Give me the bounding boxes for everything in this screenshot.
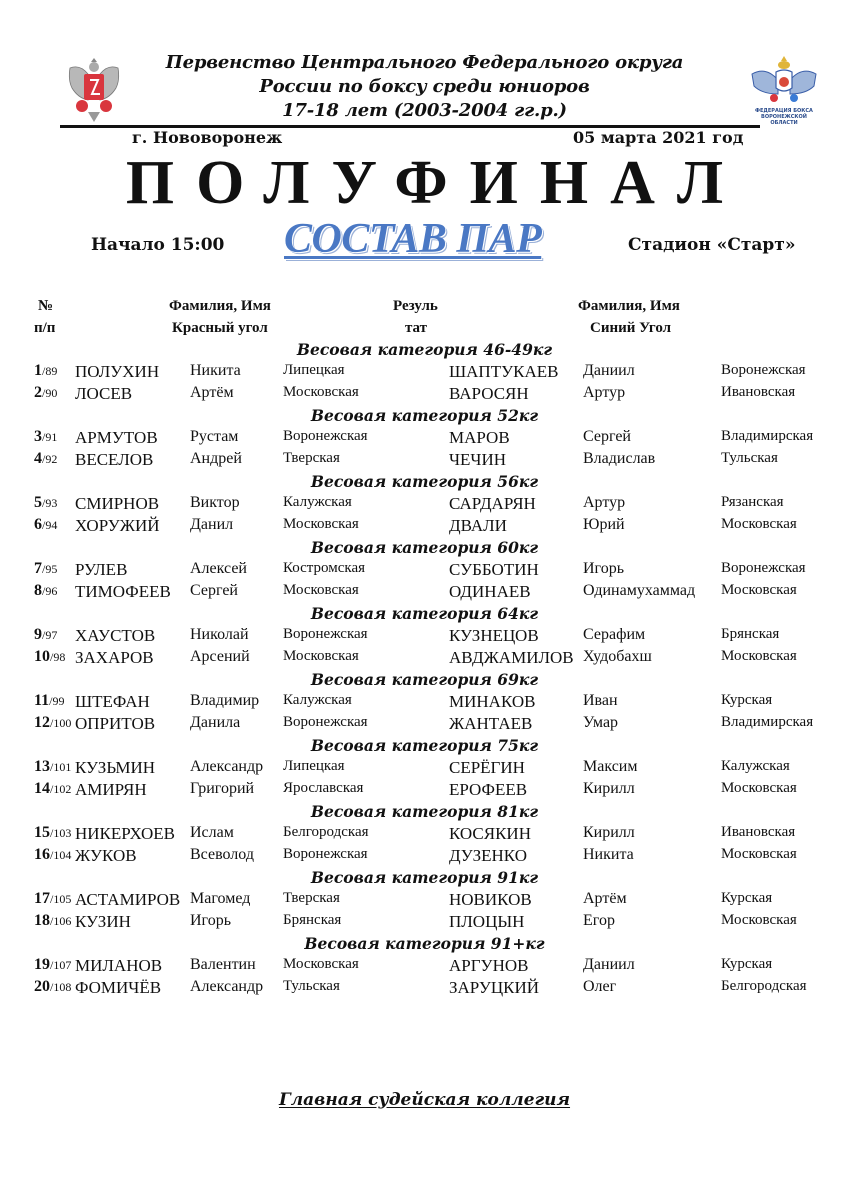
pair-number: 12 — [34, 714, 50, 731]
bout-id: /99 — [49, 694, 65, 708]
col-header-num-sub: п/п — [34, 320, 56, 336]
blue-surname: ЗАРУЦКИЙ — [449, 978, 540, 997]
red-name: Виктор — [190, 494, 240, 511]
red-name: Магомед — [190, 890, 251, 907]
blue-surname: КОСЯКИН — [449, 824, 531, 843]
bout-row — [0, 846, 849, 868]
blue-surname: ОДИНАЕВ — [449, 582, 531, 601]
blue-region: Московская — [721, 648, 797, 664]
bout-row — [0, 692, 849, 714]
bout-id: /98 — [50, 650, 66, 664]
blue-surname: СЕРЁГИН — [449, 758, 525, 777]
blue-surname: НОВИКОВ — [449, 890, 532, 909]
blue-region: Ивановская — [721, 824, 796, 840]
bout-number — [34, 890, 71, 908]
bout-row — [0, 780, 849, 802]
blue-name: Артур — [583, 384, 626, 401]
blue-name: Юрий — [583, 516, 625, 533]
pair-number: 13 — [34, 758, 50, 775]
bout-row — [0, 956, 849, 978]
red-surname: КУЗИН — [75, 912, 131, 931]
red-name: Артём — [190, 384, 234, 401]
bout-id: /96 — [42, 584, 58, 598]
weight-category-header: Весовая категория 75кг — [310, 736, 539, 755]
blue-surname: МАРОВ — [449, 428, 510, 447]
bout-id: /103 — [50, 826, 72, 840]
bout-id: /91 — [42, 430, 58, 444]
bout-number — [34, 692, 64, 710]
red-name: Александр — [190, 978, 264, 995]
bout-number — [34, 846, 71, 864]
blue-name: Кирилл — [583, 780, 635, 797]
red-name: Никита — [190, 362, 241, 379]
bout-id: /102 — [50, 782, 72, 796]
header-line-2: России по боксу среди юниоров — [259, 76, 590, 97]
header-line-1: Первенство Центрального Федерального округа — [165, 52, 684, 73]
red-surname: ОПРИТОВ — [75, 714, 156, 733]
footer — [0, 1090, 849, 1110]
col-header-result-sub: тат — [405, 320, 428, 336]
red-region: Тверская — [283, 450, 340, 466]
red-surname: АРМУТОВ — [75, 428, 158, 447]
blue-name: Сергей — [583, 428, 631, 445]
bout-number — [34, 956, 71, 974]
red-name: Сергей — [190, 582, 238, 599]
logo-caption: ФЕДЕРАЦИЯ БОКСА ВОРОНЕЖСКОЙ ОБЛАСТИ — [755, 108, 813, 126]
chief-judges-label: Главная судейская коллегия — [278, 1090, 571, 1110]
blue-name: Иван — [583, 692, 618, 709]
bout-number — [34, 560, 57, 578]
red-surname: ХОРУЖИЙ — [75, 516, 160, 535]
blue-name: Игорь — [583, 560, 625, 577]
bout-row — [0, 560, 849, 582]
blue-surname: ВАРОСЯН — [449, 384, 529, 403]
red-surname: АМИРЯН — [75, 780, 147, 799]
pair-number: 16 — [34, 846, 50, 863]
blue-surname: СУББОТИН — [449, 560, 539, 579]
blue-surname: ЖАНТАЕВ — [449, 714, 533, 733]
red-surname: МИЛАНОВ — [75, 956, 163, 975]
red-name: Алексей — [190, 560, 247, 577]
pair-number: 19 — [34, 956, 50, 973]
blue-name: Егор — [583, 912, 615, 929]
bout-row — [0, 626, 849, 648]
red-surname: КУЗЬМИН — [75, 758, 156, 777]
blue-region: Московская — [721, 846, 797, 862]
bout-number — [34, 516, 57, 534]
pair-number: 5 — [34, 494, 42, 511]
blue-region: Московская — [721, 912, 797, 928]
blue-surname: АРГУНОВ — [449, 956, 529, 975]
blue-surname: КУЗНЕЦОВ — [449, 626, 539, 645]
weight-category-header: Весовая категория 46-49кг — [296, 340, 553, 359]
blue-name: Одинамухаммад — [583, 582, 696, 599]
pair-number: 18 — [34, 912, 50, 929]
pair-number: 4 — [34, 450, 42, 467]
red-name: Данил — [190, 516, 234, 533]
bout-number — [34, 450, 57, 468]
bout-number — [34, 626, 57, 644]
blue-region: Воронежская — [721, 560, 806, 576]
voronezh-boxing-federation-logo — [748, 54, 820, 124]
bout-id: /107 — [50, 958, 72, 972]
red-name: Всеволод — [190, 846, 254, 863]
stadium: Стадион «Старт» — [628, 235, 796, 255]
blue-name: Артур — [583, 494, 626, 511]
bout-id: /94 — [42, 518, 58, 532]
bout-number — [34, 362, 57, 380]
red-region: Калужская — [283, 494, 352, 510]
blue-name: Олег — [583, 978, 617, 995]
red-region: Белгородская — [283, 824, 369, 840]
blue-region: Курская — [721, 956, 773, 972]
blue-name: Худобахш — [583, 648, 652, 665]
red-name: Андрей — [190, 450, 242, 467]
blue-region: Владимирская — [721, 428, 814, 444]
bout-row — [0, 758, 849, 780]
blue-region: Курская — [721, 692, 773, 708]
red-surname: ПОЛУХИН — [75, 362, 160, 381]
blue-surname: АВДЖАМИЛОВ — [449, 648, 574, 667]
pair-number: 15 — [34, 824, 50, 841]
red-name: Валентин — [190, 956, 256, 973]
start-time: Начало 15:00 — [91, 235, 225, 255]
bout-number — [34, 912, 71, 930]
bout-number — [34, 648, 65, 666]
red-surname: ЗАХАРОВ — [75, 648, 154, 667]
bout-id: /90 — [42, 386, 58, 400]
bout-id: /108 — [50, 980, 72, 994]
blue-name: Кирилл — [583, 824, 635, 841]
bout-row — [0, 890, 849, 912]
col-header-red-sub: Красный угол — [172, 320, 268, 336]
red-surname: ХАУСТОВ — [75, 626, 156, 645]
blue-name: Никита — [583, 846, 634, 863]
pair-number: 8 — [34, 582, 42, 599]
red-region: Воронежская — [283, 714, 368, 730]
blue-region: Курская — [721, 890, 773, 906]
bout-id: /105 — [50, 892, 72, 906]
red-region: Воронежская — [283, 428, 368, 444]
blue-surname: ШАПТУКАЕВ — [449, 362, 559, 381]
weight-category-header: Весовая категория 52кг — [310, 406, 539, 425]
red-region: Тульская — [283, 978, 340, 994]
blue-surname: МИНАКОВ — [449, 692, 536, 711]
bout-number — [34, 714, 71, 732]
pair-number: 3 — [34, 428, 42, 445]
pair-number: 14 — [34, 780, 50, 797]
red-region: Московская — [283, 384, 359, 400]
bout-row — [0, 978, 849, 1000]
event-date: 05 марта 2021 год — [573, 128, 744, 147]
col-header-blue: Фамилия, Имя — [578, 298, 680, 314]
red-name: Владимир — [190, 692, 260, 709]
bout-number — [34, 780, 71, 798]
red-region: Брянская — [283, 912, 342, 928]
pair-number: 2 — [34, 384, 42, 401]
blue-region: Владимирская — [721, 714, 814, 730]
red-name: Григорий — [190, 780, 255, 797]
bout-row — [0, 912, 849, 934]
bout-row — [0, 362, 849, 384]
bout-row — [0, 714, 849, 736]
blue-region: Московская — [721, 582, 797, 598]
blue-region: Московская — [721, 780, 797, 796]
red-region: Московская — [283, 956, 359, 972]
blue-name: Даниил — [583, 956, 635, 973]
red-surname: РУЛЕВ — [75, 560, 128, 579]
bout-row — [0, 428, 849, 450]
blue-surname: ДУЗЕНКО — [449, 846, 527, 865]
blue-surname: САРДАРЯН — [449, 494, 536, 513]
bout-id: /100 — [50, 716, 72, 730]
bout-number — [34, 758, 71, 776]
bout-number — [34, 582, 57, 600]
red-name: Александр — [190, 758, 264, 775]
red-region: Московская — [283, 582, 359, 598]
weight-category-header: Весовая категория 69кг — [310, 670, 539, 689]
bout-id: /104 — [50, 848, 72, 862]
bout-row — [0, 516, 849, 538]
blue-name: Максим — [583, 758, 638, 775]
blue-region: Ивановская — [721, 384, 796, 400]
bout-id: /89 — [42, 364, 58, 378]
bout-number — [34, 978, 71, 996]
red-region: Московская — [283, 648, 359, 664]
red-name: Данила — [190, 714, 241, 731]
red-region: Калужская — [283, 692, 352, 708]
red-region: Тверская — [283, 890, 340, 906]
col-header-blue-sub: Синий Угол — [590, 320, 672, 336]
red-surname: ВЕСЕЛОВ — [75, 450, 154, 469]
red-surname: ШТЕФАН — [75, 692, 150, 711]
red-surname: ФОМИЧЁВ — [75, 978, 162, 997]
blue-region: Брянская — [721, 626, 780, 642]
pair-number: 7 — [34, 560, 42, 577]
red-name: Игорь — [190, 912, 232, 929]
red-name: Арсений — [190, 648, 250, 665]
red-surname: ТИМОФЕЕВ — [75, 582, 171, 601]
bout-row — [0, 824, 849, 846]
blue-surname: ПЛОЦЫН — [449, 912, 525, 931]
pair-number: 6 — [34, 516, 42, 533]
col-header-num: № — [38, 298, 54, 314]
weight-category-header: Весовая категория 56кг — [310, 472, 539, 491]
red-name: Рустам — [190, 428, 239, 445]
blue-region: Рязанская — [721, 494, 784, 510]
blue-region: Воронежская — [721, 362, 806, 378]
red-region: Воронежская — [283, 846, 368, 862]
blue-surname: ЧЕЧИН — [449, 450, 507, 469]
pair-number: 20 — [34, 978, 50, 995]
red-region: Липецкая — [283, 362, 345, 378]
pair-number: 17 — [34, 890, 50, 907]
bout-row — [0, 494, 849, 516]
weight-category-header: Весовая категория 91+кг — [304, 934, 545, 953]
bout-id: /93 — [42, 496, 58, 510]
col-header-result: Резуль — [393, 298, 438, 314]
page-title: ПОЛУФИНАЛ — [125, 149, 746, 217]
blue-region: Тульская — [721, 450, 778, 466]
header-line-3: 17-18 лет (2003-2004 гг.р.) — [282, 100, 567, 121]
red-surname: ЖУКОВ — [75, 846, 137, 865]
red-surname: АСТАМИРОВ — [75, 890, 181, 909]
bout-id: /92 — [42, 452, 58, 466]
red-name: Ислам — [190, 824, 234, 841]
city: г. Нововоронеж — [132, 128, 283, 147]
pair-number: 11 — [34, 692, 50, 709]
red-region: Воронежская — [283, 626, 368, 642]
bout-number — [34, 384, 57, 402]
red-region: Ярославская — [283, 780, 364, 796]
weight-category-header: Весовая категория 64кг — [310, 604, 539, 623]
pair-number: 10 — [34, 648, 50, 665]
blue-name: Владислав — [583, 450, 656, 467]
red-surname: ЛОСЕВ — [75, 384, 133, 403]
blue-name: Даниил — [583, 362, 635, 379]
pair-number: 1 — [34, 362, 42, 379]
bout-number — [34, 428, 57, 446]
bout-id: /101 — [50, 760, 72, 774]
bout-number — [34, 494, 57, 512]
bout-id: /97 — [42, 628, 58, 642]
blue-name: Артём — [583, 890, 627, 907]
blue-region: Московская — [721, 516, 797, 532]
bout-row — [0, 384, 849, 406]
red-region: Московская — [283, 516, 359, 532]
bout-number — [34, 824, 71, 842]
bout-id: /106 — [50, 914, 72, 928]
blue-region: Белгородская — [721, 978, 807, 994]
red-surname: НИКЕРХОЕВ — [75, 824, 175, 843]
red-region: Липецкая — [283, 758, 345, 774]
blue-surname: ДВАЛИ — [449, 516, 507, 535]
weight-category-header: Весовая категория 81кг — [310, 802, 539, 821]
bout-row — [0, 648, 849, 670]
blue-name: Серафим — [583, 626, 646, 643]
red-region: Костромская — [283, 560, 366, 576]
bout-row — [0, 582, 849, 604]
bout-id: /95 — [42, 562, 58, 576]
red-surname: СМИРНОВ — [75, 494, 160, 513]
pair-number: 9 — [34, 626, 42, 643]
blue-region: Калужская — [721, 758, 790, 774]
col-header-red: Фамилия, Имя — [169, 298, 271, 314]
bout-row — [0, 450, 849, 472]
page-subtitle: СОСТАВ ПАР — [284, 216, 542, 262]
weight-category-header: Весовая категория 91кг — [310, 868, 539, 887]
blue-name: Умар — [583, 714, 619, 731]
red-name: Николай — [190, 626, 249, 643]
blue-surname: ЕРОФЕЕВ — [449, 780, 528, 799]
weight-category-header: Весовая категория 60кг — [310, 538, 539, 557]
